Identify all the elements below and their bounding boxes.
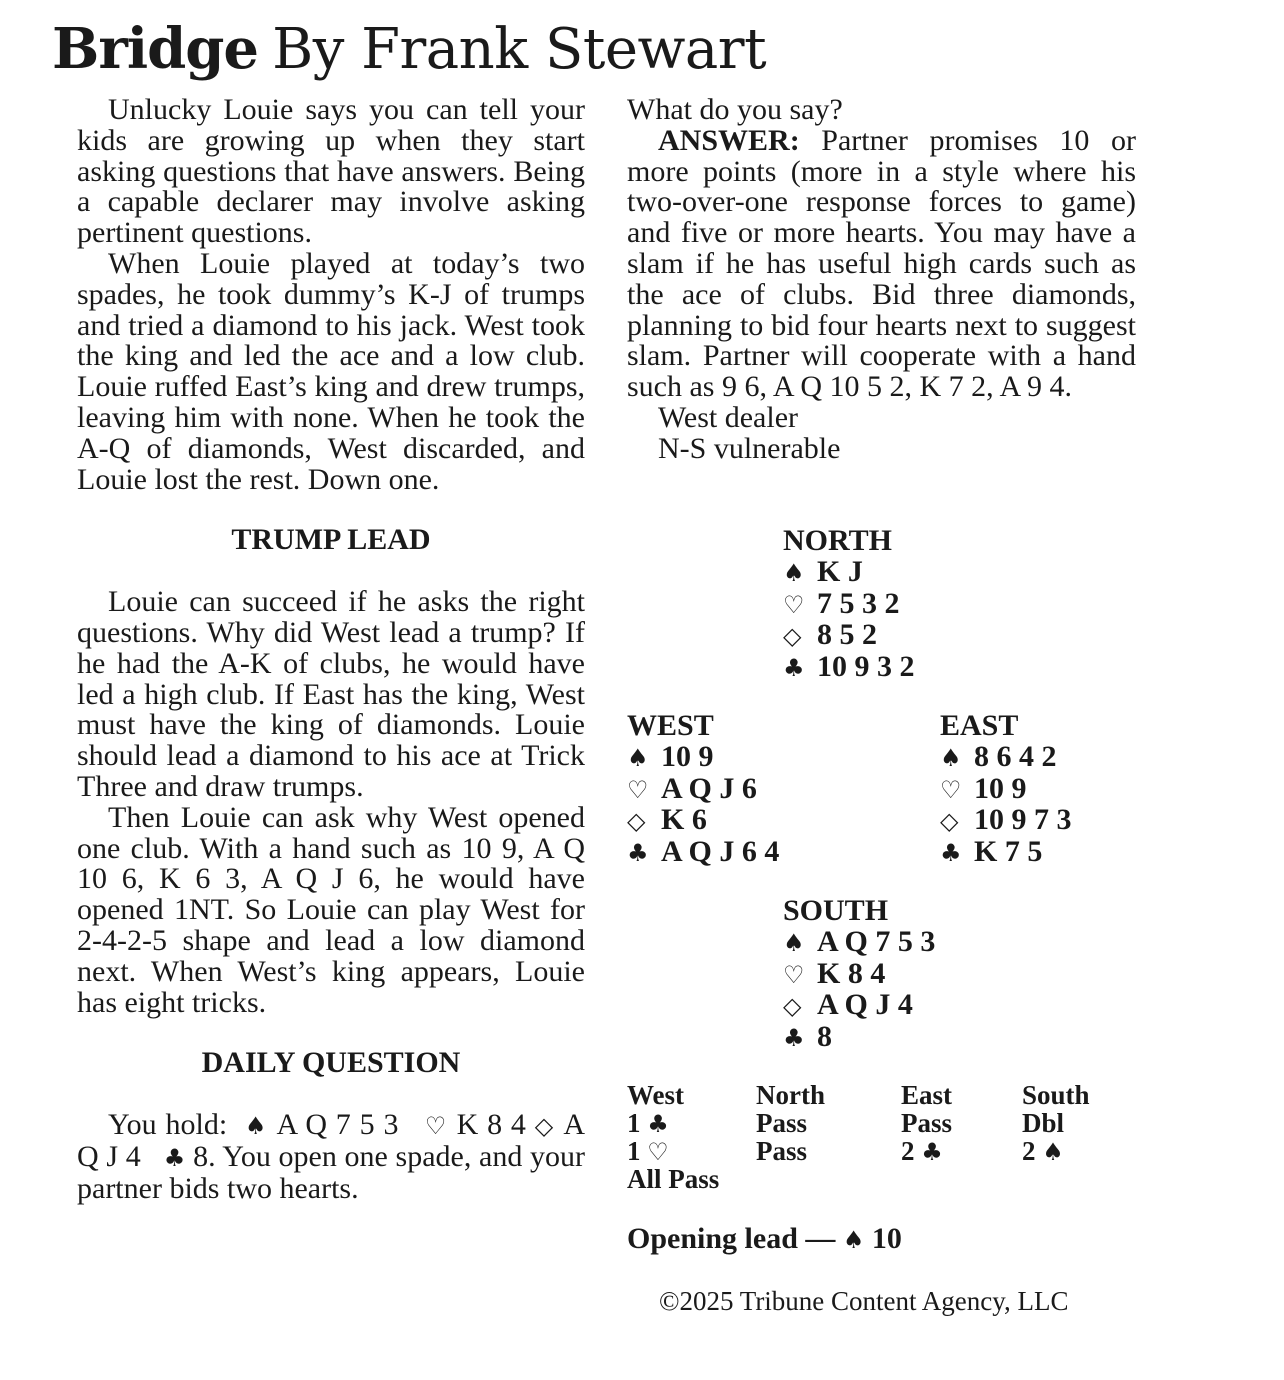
heart-icon: ♡ bbox=[424, 1112, 448, 1141]
club-icon: ♣ bbox=[627, 839, 649, 868]
club-icon: ♣ bbox=[940, 839, 962, 868]
bid: 1 ♡ bbox=[627, 1136, 669, 1166]
bid: 2 ♠ bbox=[1022, 1136, 1064, 1166]
bid: All Pass bbox=[627, 1164, 720, 1194]
answer-paragraph: ANSWER: Partner promises 10 or more points (more in a style where his two-over-one response forces to game) and five or more hearts. You may have a slam if he has useful high cards such as the ace of clubs. Bid three diamonds, planning to bid four hearts next to suggest slam. Partner will cooperate with a hand such as 9 6, A Q 10 5 2, K 7 2, A 9 4. bbox=[627, 123, 1136, 404]
paragraph: Unlucky Louie says you can tell your kids are growing up when they start asking questions that have answers. Being a capable declarer may involve asking pertinent questions. bbox=[77, 93, 585, 250]
diamond-icon: ◇ bbox=[783, 622, 802, 651]
east-hand: EAST ♠ 8 6 4 2 ♡ 10 9 ◇ 10 9 7 3 ♣ K 7 5 bbox=[940, 709, 1072, 869]
dealer-info: West dealer bbox=[658, 400, 799, 434]
heart-icon: ♡ bbox=[647, 1138, 669, 1166]
diamond-icon: ◇ bbox=[783, 992, 802, 1021]
paragraph: Louie can succeed if he asks the right questions. Why did West lead a trump? If he had the A-K of clubs, he would have led a high club. If East has the king, West must have the king of diamonds. Louie should lead a diamond to his ace at Trick Three and draw trumps. bbox=[77, 585, 585, 803]
spade-icon: ♠ bbox=[783, 558, 805, 587]
hand-label: WEST bbox=[627, 709, 714, 742]
column-title: Bridge bbox=[52, 16, 259, 82]
spade-icon: ♠ bbox=[783, 928, 805, 957]
club-icon: ♣ bbox=[647, 1110, 669, 1138]
subheading-trump-lead: TRUMP LEAD bbox=[231, 523, 431, 557]
bid: 2 ♣ bbox=[901, 1136, 943, 1166]
bidding-header-south: South bbox=[1022, 1080, 1090, 1110]
south-hand: SOUTH ♠ A Q 7 5 3 ♡ K 8 4 ◇ A Q J 4 ♣ 8 bbox=[783, 894, 936, 1054]
spade-icon: ♠ bbox=[627, 743, 649, 772]
diamond-icon: ◇ bbox=[627, 807, 646, 836]
heart-icon: ♡ bbox=[627, 775, 649, 804]
vulnerability-info: N-S vulnerable bbox=[658, 431, 841, 465]
column-header bbox=[52, 14, 766, 85]
bidding-header-west: West bbox=[627, 1080, 684, 1110]
spade-icon: ♠ bbox=[1042, 1138, 1064, 1166]
opening-lead: Opening lead — ♠ 10 bbox=[627, 1222, 902, 1255]
answer-label: ANSWER: bbox=[658, 123, 800, 157]
bid: Pass bbox=[756, 1136, 808, 1166]
right-column bbox=[627, 95, 1136, 465]
bid: 1 ♣ bbox=[627, 1108, 669, 1138]
copyright: ©2025 Tribune Content Agency, LLC bbox=[659, 1286, 1069, 1316]
west-hand: WEST ♠ 10 9 ♡ A Q J 6 ◇ K 6 ♣ A Q J 6 4 bbox=[627, 709, 780, 869]
club-icon: ♣ bbox=[163, 1143, 186, 1172]
club-icon: ♣ bbox=[783, 654, 805, 683]
bidding-header-north: North bbox=[756, 1080, 825, 1110]
bidding-header-east: East bbox=[901, 1080, 953, 1110]
spade-icon: ♠ bbox=[842, 1226, 865, 1254]
hand-label: EAST bbox=[940, 709, 1019, 742]
question-end: What do you say? bbox=[627, 93, 843, 126]
heart-icon: ♡ bbox=[783, 590, 805, 619]
heart-icon: ♡ bbox=[783, 960, 805, 989]
bid: Dbl bbox=[1022, 1108, 1065, 1138]
byline: By Frank Stewart bbox=[272, 17, 767, 82]
bid: Pass bbox=[756, 1108, 808, 1138]
spade-icon: ♠ bbox=[244, 1112, 268, 1141]
subheading-daily-question: DAILY QUESTION bbox=[201, 1046, 461, 1080]
hand-label: NORTH bbox=[783, 524, 892, 557]
hand-label: SOUTH bbox=[783, 894, 889, 927]
heart-icon: ♡ bbox=[940, 775, 962, 804]
club-icon: ♣ bbox=[783, 1024, 805, 1053]
daily-question-text: You hold: ♠ A Q 7 5 3 ♡ K 8 4 ◇ A Q J 4 ♣ 8. You open one spade, and your partner bids two hearts. bbox=[77, 1108, 586, 1205]
paragraph: Then Louie can ask why West opened one club. With a hand such as 10 9, A Q 10 6, K 6 3, A Q J 6, he would have opened 1NT. So Louie can play West for 2-4-2-5 shape and lead a low diamond next. When West’s king appears, Louie has eight tricks. bbox=[77, 800, 585, 1019]
bid: Pass bbox=[901, 1108, 953, 1138]
diamond-icon: ◇ bbox=[534, 1112, 555, 1141]
diamond-icon: ◇ bbox=[940, 807, 959, 836]
north-hand: NORTH ♠ K J ♡ 7 5 3 2 ◇ 8 5 2 ♣ 10 9 3 2 bbox=[783, 524, 915, 684]
spade-icon: ♠ bbox=[940, 743, 962, 772]
paragraph: When Louie played at today’s two spades, he took dummy’s K-J of trumps and tried a diamond to his jack. West took the king and led the ace and a low club. Louie ruffed East’s king and drew trumps, leaving him with none. When he took the A-Q of diamonds, West discarded, and Louie lost the rest. Down one. bbox=[77, 246, 585, 496]
club-icon: ♣ bbox=[921, 1138, 943, 1166]
left-column bbox=[77, 95, 585, 1205]
